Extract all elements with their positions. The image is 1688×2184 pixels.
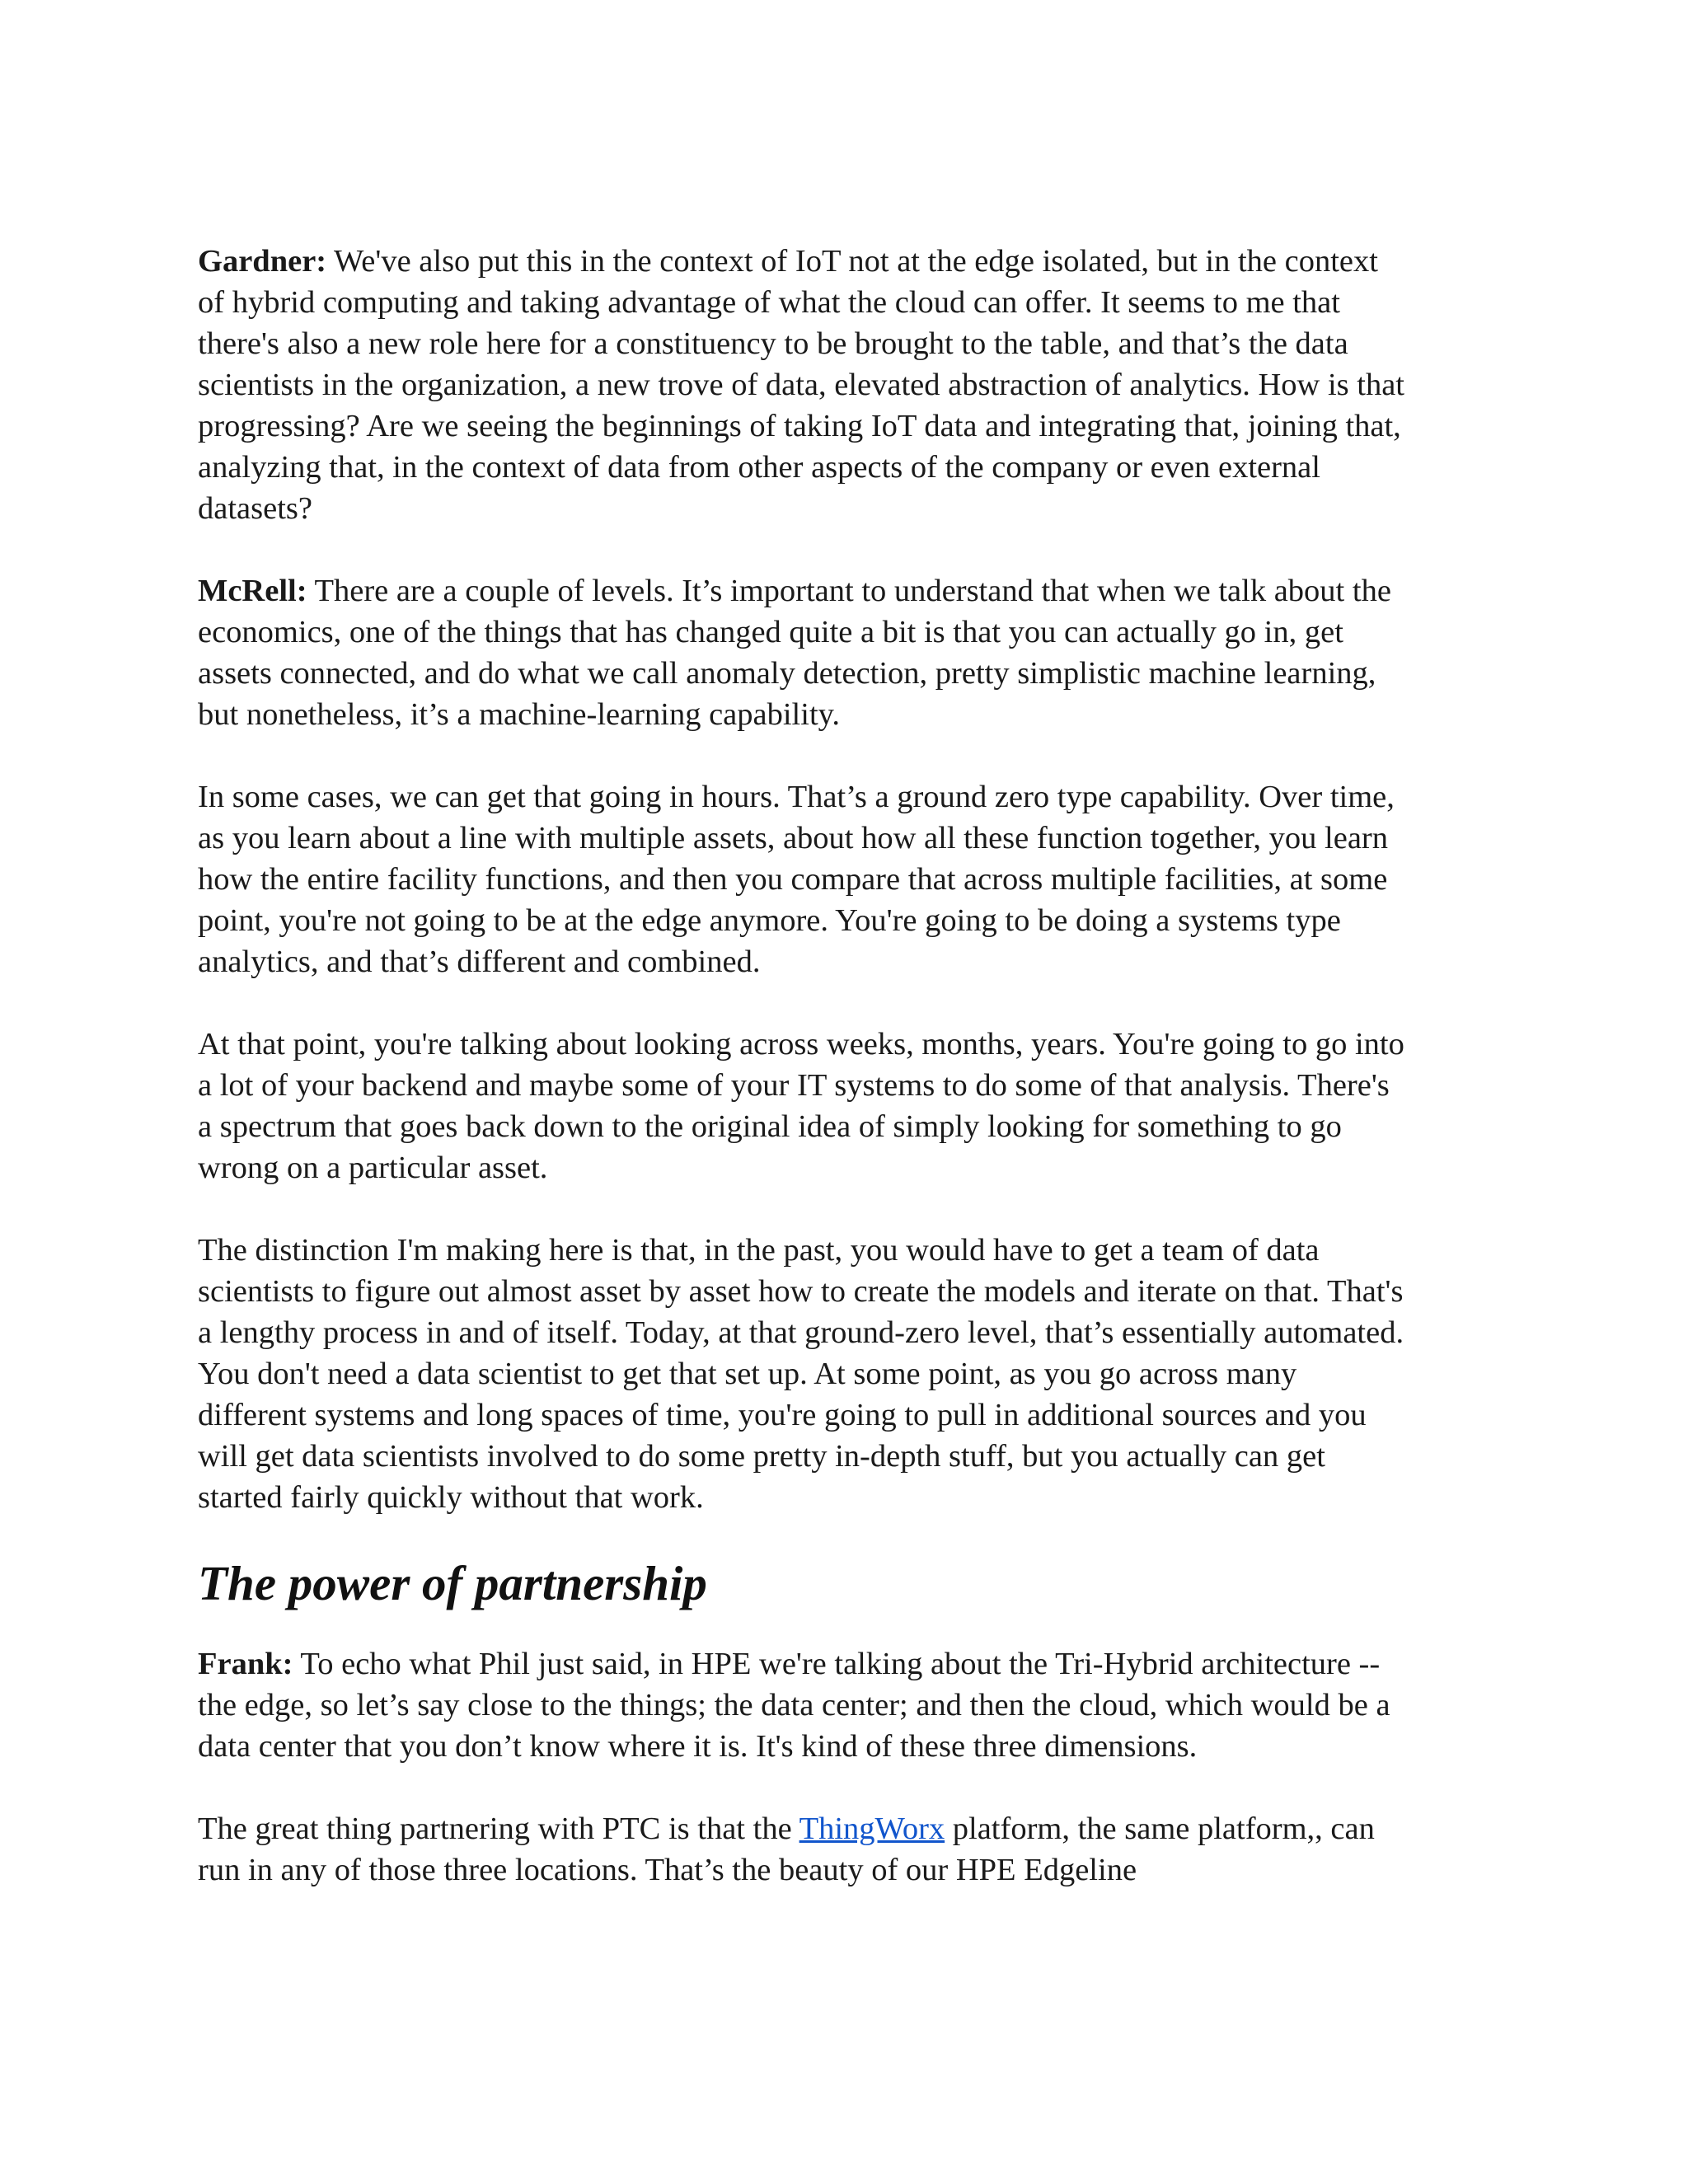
- paragraph-text: The great thing partnering with PTC is that the: [198, 1811, 799, 1846]
- paragraph: The distinction I'm making here is that, in the past, you would have to get a team of data scientists to figure out almost asset by asset how to create the models and iterate on that. That's a lengthy process in and of itself. Today, at that ground-zero level, that’s essentially automated. You don't need a data scientist to get that set up. At some point, as you go across many different systems and long spaces of time, you're going to pull in additional sources and you will get data scientists involved to do some pretty in-depth stuff, but you actually can get started fairly quickly without that work.: [198, 1233, 1404, 1515]
- paragraph-mcrell: [198, 570, 1409, 735]
- paragraph-text: We've also put this in the context of IoT not at the edge isolated, but in the context of hybrid computing and taking advantage of what the cloud can offer. It seems to me that there's also a new role here for a constituency to be brought to the table, and that’s the data scientists in the organization, a new trove of data, elevated abstraction of analytics. How is that progressing? Are we seeing the beginnings of taking IoT data and integrating that, joining that, analyzing that, in the context of data from other aspects of the company or even external datasets?: [198, 244, 1404, 526]
- paragraph-text: platform, the same platform,, can run in any of those three locations. That’s the beauty of our HPE Edgeline: [198, 1811, 1375, 1887]
- speaker-label: Frank:: [198, 1647, 293, 1681]
- speaker-label: Gardner:: [198, 244, 327, 279]
- document-page: [198, 241, 1409, 1891]
- paragraph-thingworx: [198, 1808, 1409, 1891]
- paragraph: At that point, you're talking about looking across weeks, months, years. You're going to go into a lot of your backend and maybe some of your IT systems to do some of that analysis. There's a spectrum that goes back down to the original idea of simply looking for something to go wrong on a particular asset.: [198, 1027, 1404, 1185]
- thingworx-link[interactable]: ThingWorx: [799, 1811, 945, 1846]
- paragraph: In some cases, we can get that going in hours. That’s a ground zero type capability. Over time, as you learn about a line with multiple assets, about how all these function together, you learn how the entire facility functions, and then you compare that across multiple facilities, at some point, you're not going to be at the edge anymore. You're going to be doing a systems type analytics, and that’s different and combined.: [198, 780, 1395, 979]
- paragraph-gardner: [198, 241, 1409, 529]
- paragraph-frank: [198, 1643, 1409, 1767]
- paragraph-text: To echo what Phil just said, in HPE we're talking about the Tri-Hybrid architecture -- the edge, so let’s say close to the things; the data center; and then the cloud, which would be a data center that you don’t know where it is. It's kind of these three dimensions.: [198, 1647, 1390, 1764]
- speaker-label: McRell:: [198, 574, 307, 608]
- paragraph-text: There are a couple of levels. It’s important to understand that when we talk about the economics, one of the things that has changed quite a bit is that you can actually go in, get assets connected, and do what we call anomaly detection, pretty simplistic machine learning, but nonetheless, it’s a machine-learning capability.: [198, 574, 1391, 732]
- section-heading: The power of partnership: [198, 1556, 707, 1610]
